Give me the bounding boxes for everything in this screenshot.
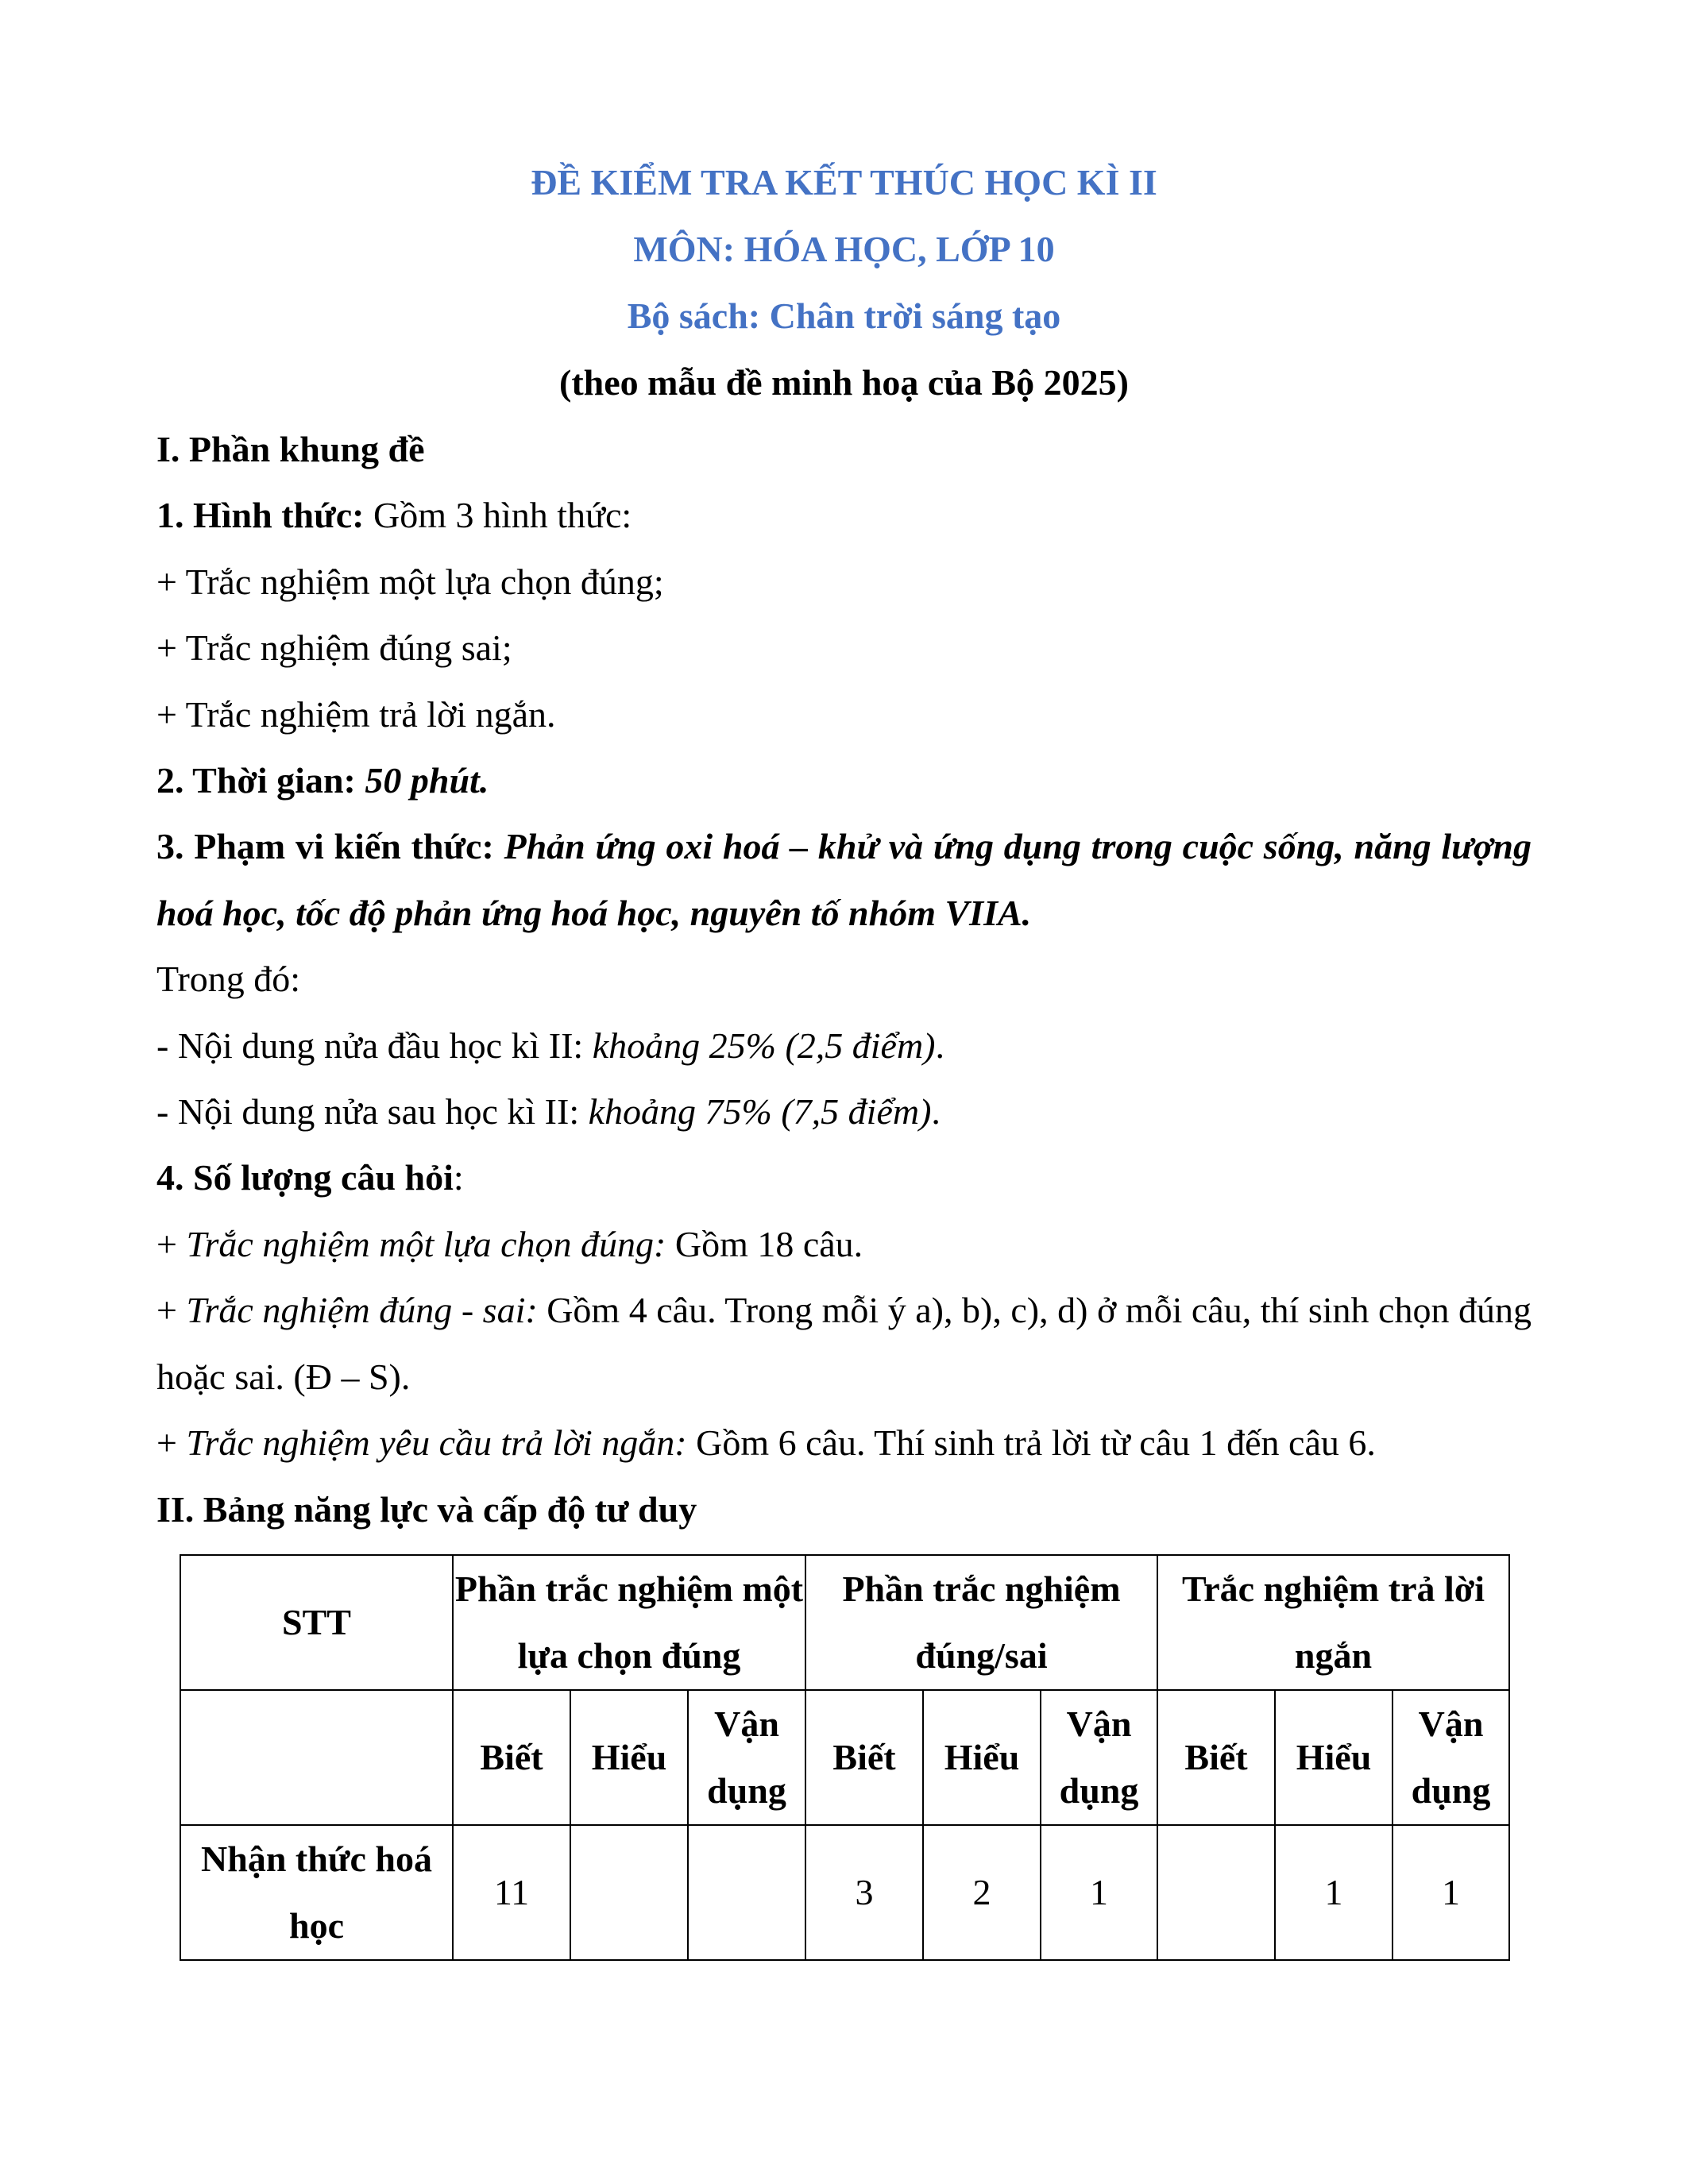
table-cell <box>570 1825 688 1960</box>
table-cell: 3 <box>805 1825 923 1960</box>
time-label: 2. Thời gian: <box>156 760 356 801</box>
section1-heading: I. Phần khung đề <box>156 429 425 469</box>
section2-heading: II. Bảng năng lực và cấp độ tư duy <box>156 1488 697 1530</box>
breakdown-value: khoảng 75% (7,5 điểm) <box>588 1091 932 1133</box>
table-cell: 1 <box>1041 1825 1157 1960</box>
stt-header: STT <box>180 1555 453 1690</box>
breakdown-prefix: - Nội dung nửa sau học kì II: <box>156 1091 589 1133</box>
question-type-text: Gồm 6 câu. Thí sinh trả lời từ câu 1 đến câu 6. <box>686 1422 1376 1464</box>
group-header: Phần trắc nghiệm một lựa chọn đúng <box>453 1555 805 1690</box>
level-header: Biết <box>1157 1690 1275 1825</box>
group-header: Trắc nghiệm trả lời ngắn <box>1157 1555 1509 1690</box>
exam-subject: MÔN: HÓA HỌC, LỚP 10 <box>633 229 1055 269</box>
question-type-text: Gồm 4 câu. Trong mỗi ý a), b), c), d) ở mỗi câu, thí sinh chọn đúng hoặc sai. (Đ – S). <box>156 1290 1532 1397</box>
question-type: Trắc nghiệm yêu cầu trả lời ngắn: <box>186 1422 687 1464</box>
format-label: 1. Hình thức: <box>156 495 365 536</box>
format-item: + Trắc nghiệm trả lời ngắn. <box>156 693 556 735</box>
level-header: Vận dụng <box>688 1690 805 1825</box>
level-header: Vận dụng <box>1041 1690 1157 1825</box>
level-header: Hiểu <box>1275 1690 1393 1825</box>
table-cell: 1 <box>1275 1825 1393 1960</box>
breakdown-suffix: . <box>935 1024 944 1066</box>
time-value: 50 phút. <box>355 760 489 801</box>
exam-title: ĐỀ KIỂM TRA KẾT THÚC HỌC KÌ II <box>531 162 1157 203</box>
question-type-item <box>156 1410 1532 1476</box>
level-header: Biết <box>453 1690 570 1825</box>
question-type-text: Gồm 18 câu. <box>666 1223 863 1264</box>
exam-note: (theo mẫu đề minh hoạ của Bộ 2025) <box>559 362 1129 403</box>
breakdown-item <box>156 1013 1532 1078</box>
format-line <box>156 482 1532 548</box>
table-cell: 11 <box>453 1825 570 1960</box>
breakdown-intro: Trong đó: <box>156 959 301 1000</box>
table-cell <box>1157 1825 1275 1960</box>
row-label: Nhận thức hoá học <box>180 1825 453 1960</box>
format-item: + Trắc nghiệm đúng sai; <box>156 627 512 669</box>
scope-line <box>156 813 1532 946</box>
item-prefix: + <box>156 1290 187 1331</box>
table-cell: 2 <box>923 1825 1041 1960</box>
competency-table <box>180 1554 1510 1961</box>
time-line <box>156 747 1532 813</box>
question-type-item <box>156 1211 1532 1277</box>
document-page <box>156 149 1532 1542</box>
item-prefix: + <box>156 1223 187 1264</box>
group-header: Phần trắc nghiệm đúng/sai <box>805 1555 1157 1690</box>
empty-cell <box>180 1690 453 1825</box>
level-header: Hiểu <box>923 1690 1041 1825</box>
table-header-row <box>180 1555 1509 1690</box>
question-count-label: 4. Số lượng câu hỏi <box>156 1157 454 1198</box>
scope-value: Phản ứng oxi hoá – khử và ứng dụng trong cuộc sống, năng lượng hoá học, tốc độ phản ứng hoá học, nguyên tố nhóm VIIA. <box>156 826 1532 933</box>
scope-label: 3. Phạm vi kiến thức: <box>156 826 494 867</box>
level-header: Hiểu <box>570 1690 688 1825</box>
format-item: + Trắc nghiệm một lựa chọn đúng; <box>156 561 664 602</box>
question-count-colon: : <box>453 1157 464 1198</box>
format-text: Gồm 3 hình thức: <box>364 495 632 536</box>
table-level-row <box>180 1690 1509 1825</box>
question-type: Trắc nghiệm đúng - sai: <box>186 1290 538 1331</box>
question-type-item <box>156 1277 1532 1410</box>
item-prefix: + <box>156 1422 187 1464</box>
table-cell: 1 <box>1393 1825 1509 1960</box>
breakdown-value: khoảng 25% (2,5 điểm) <box>592 1024 936 1066</box>
breakdown-item <box>156 1078 1532 1144</box>
level-header: Biết <box>805 1690 923 1825</box>
level-header: Vận dụng <box>1393 1690 1509 1825</box>
book-series: Bộ sách: Chân trời sáng tạo <box>627 295 1061 336</box>
question-type: Trắc nghiệm một lựa chọn đúng: <box>186 1223 666 1264</box>
breakdown-suffix: . <box>931 1091 941 1133</box>
table-row <box>180 1825 1509 1960</box>
question-count-line <box>156 1144 1532 1210</box>
breakdown-prefix: - Nội dung nửa đầu học kì II: <box>156 1024 593 1066</box>
table-cell <box>688 1825 805 1960</box>
